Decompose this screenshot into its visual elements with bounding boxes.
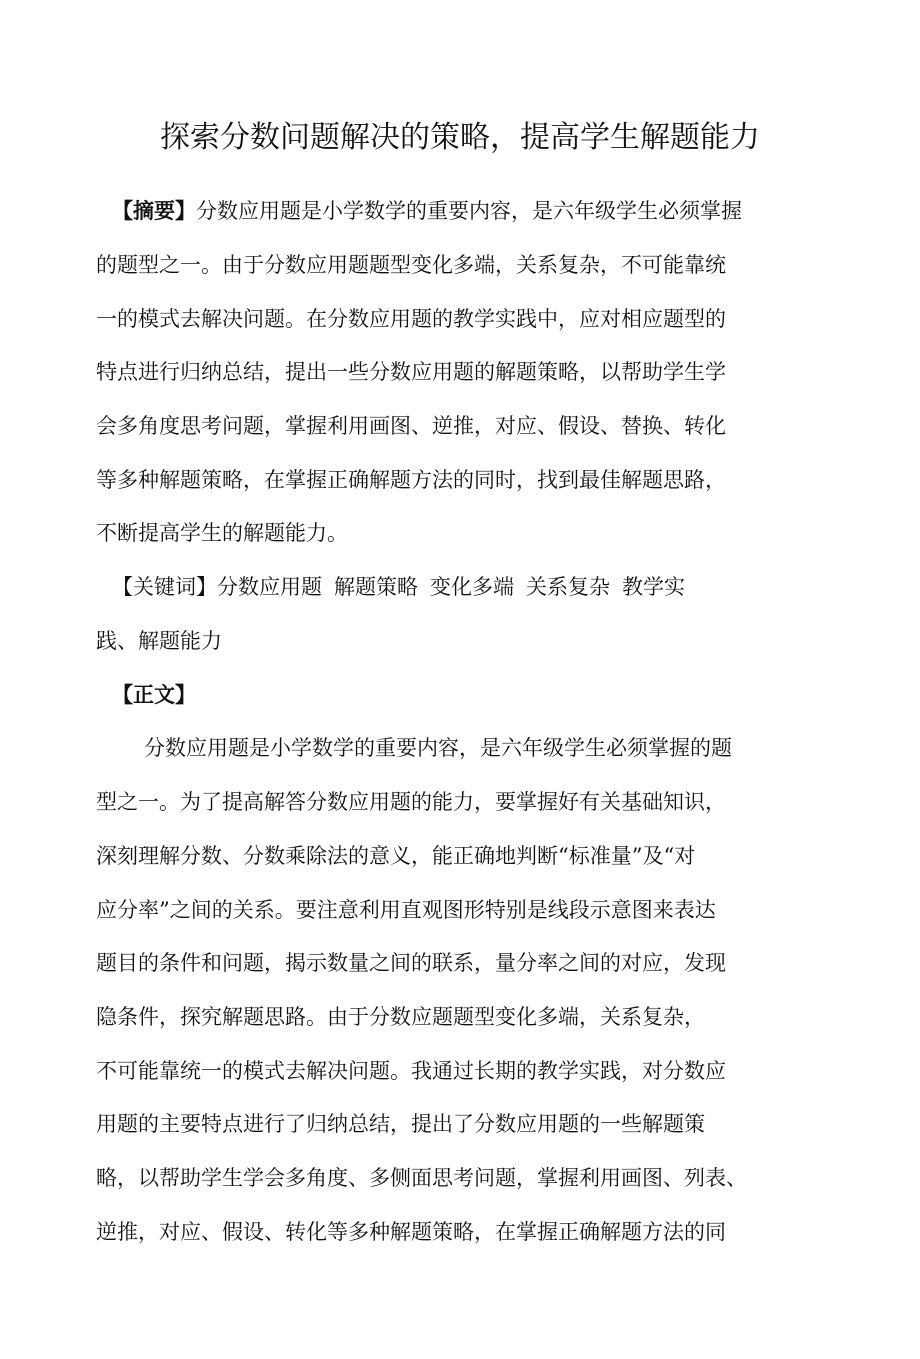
abstract-text: 分数应用题是小学数学的重要内容，是六年级学生必须掌握 [196, 199, 742, 223]
body-line: 应分率”之间的关系。要注意利用直观图形特别是线段示意图来表达 [96, 898, 716, 922]
keyword: 变化多端 [430, 575, 514, 599]
keywords-label: 【关键词】 [112, 575, 217, 599]
body-line: 逆推，对应、假设、转化等多种解题策略，在掌握正确解题方法的同 [96, 1220, 726, 1244]
abstract-line: 一的模式去解决问题。在分数应用题的教学实践中，应对相应题型的 [96, 307, 726, 331]
body-line: 分数应用题是小学数学的重要内容，是六年级学生必须掌握的题 [144, 736, 732, 760]
body-line: 不可能靠统一的模式去解决问题。我通过长期的教学实践，对分数应 [96, 1059, 726, 1083]
keyword: 分数应用题 [217, 575, 322, 599]
abstract-line: 特点进行归纳总结，提出一些分数应用题的解题策略，以帮助学生学 [96, 360, 726, 384]
body-line: 隐条件，探究解题思路。由于分数应题题型变化多端，关系复杂， [96, 1005, 705, 1029]
body-line: 深刻理解分数、分数乘除法的意义，能正确地判断“标准量”及“对 [96, 844, 696, 868]
body-label: 【正文】 [112, 682, 196, 707]
abstract-line: 的题型之一。由于分数应用题题型变化多端，关系复杂，不可能靠统 [96, 253, 726, 277]
keywords-line [112, 573, 685, 601]
keyword: 关系复杂 [526, 575, 610, 599]
document-title: 探索分数问题解决的策略，提高学生解题能力 [160, 120, 760, 155]
keyword: 教学实 [622, 575, 685, 599]
body-line: 略，以帮助学生学会多角度、多侧面思考问题，掌握利用画图、列表、 [96, 1166, 747, 1190]
abstract-line: 等多种解题策略，在掌握正确解题方法的同时，找到最佳解题思路， [96, 468, 726, 492]
body-line: 题目的条件和问题，揭示数量之间的联系，量分率之间的对应，发现 [96, 951, 726, 975]
keywords-continuation: 践、解题能力 [96, 629, 222, 653]
abstract-line: 会多角度思考问题，掌握利用画图、逆推，对应、假设、替换、转化 [96, 414, 726, 438]
abstract-line: 不断提高学生的解题能力。 [96, 521, 348, 545]
keyword: 解题策略 [334, 575, 418, 599]
body-line: 型之一。为了提高解答分数应用题的能力，要掌握好有关基础知识， [96, 790, 726, 814]
abstract-label: 【摘要】 [112, 198, 196, 223]
body-line: 用题的主要特点进行了归纳总结，提出了分数应用题的一些解题策 [96, 1112, 705, 1136]
abstract-line [112, 197, 742, 225]
